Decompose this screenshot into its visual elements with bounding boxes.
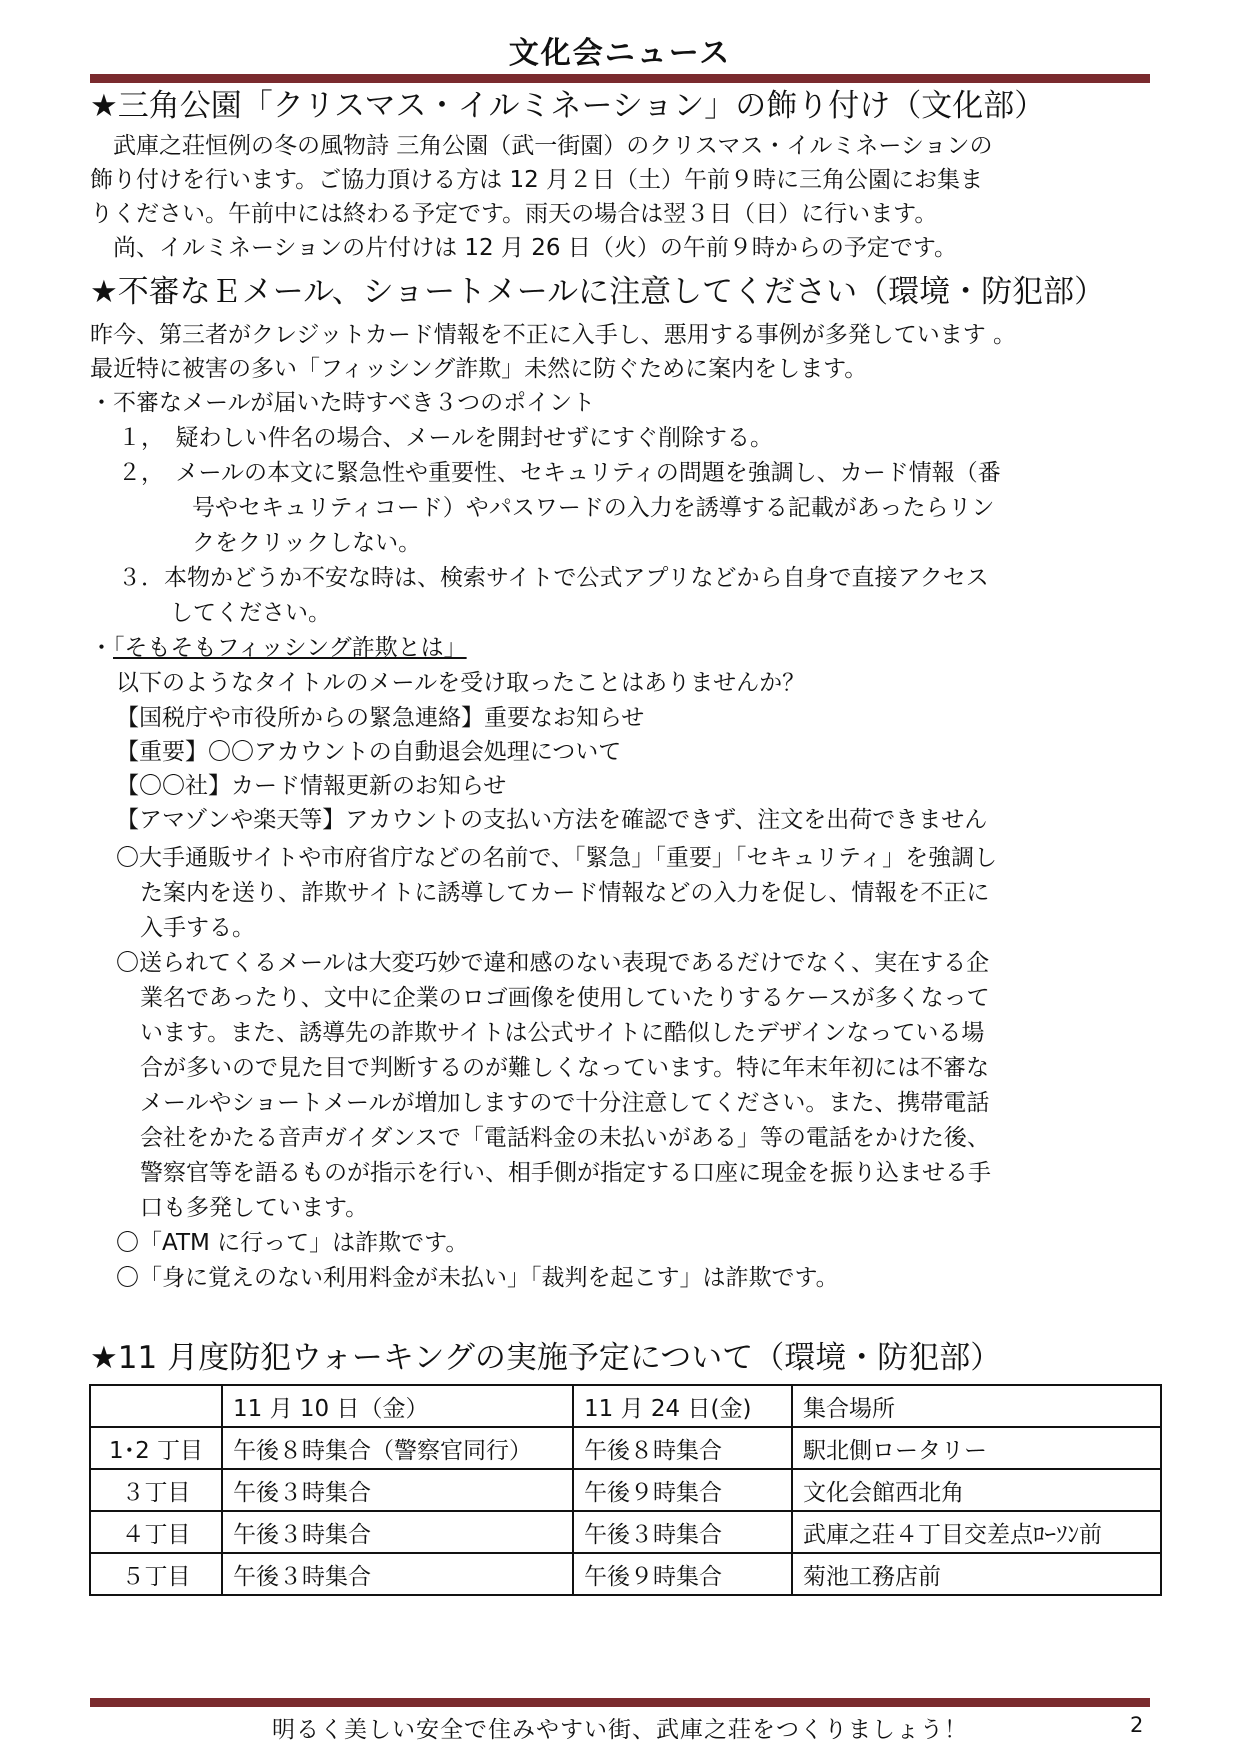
- table-cell: 午後３時集合: [573, 1511, 792, 1553]
- example-subject: 【国税庁や市役所からの緊急連絡】重要なお知らせ: [116, 705, 645, 731]
- note-line: 〇「ATM に行って」は詐欺です。: [116, 1230, 469, 1256]
- header-cell: 11 月 10 日（金）: [222, 1385, 573, 1427]
- christmas-paragraph: [90, 129, 992, 265]
- table-cell: 午後３時集合: [222, 1511, 573, 1553]
- paragraph-line: 昨今、第三者がクレジットカード情報を不正に入手し、悪用する事例が多発しています 。: [90, 322, 1017, 348]
- point-1: １， 疑わしい件名の場合、メールを開封せずにすぐ削除する。: [118, 425, 774, 451]
- section-heading-walking: ★11 月度防犯ウォーキングの実施予定について（環境・防犯部）: [90, 1340, 1002, 1376]
- table-cell: 武庫之荘４丁目交差点ﾛｰｿﾝ前: [792, 1511, 1161, 1553]
- footer-rule: [90, 1698, 1150, 1707]
- table-cell: 午後９時集合: [573, 1469, 792, 1511]
- bullet: ・: [90, 635, 113, 661]
- table-row: [90, 1511, 1161, 1553]
- paragraph-line: 最近特に被害の多い「フィッシング詐欺」未然に防ぐために案内をします。: [90, 356, 868, 382]
- note-line: 口も多発しています。: [140, 1195, 369, 1221]
- table-cell: 午後３時集合: [222, 1469, 573, 1511]
- section-heading-christmas: ★三角公園「クリスマス・イルミネーション」の飾り付け（文化部）: [90, 88, 1046, 124]
- table-row: [90, 1427, 1161, 1469]
- note-line: います。また、誘導先の詐欺サイトは公式サイトに酷似したデザインなっている場: [140, 1020, 985, 1046]
- note-line: 〇大手通販サイトや市府省庁などの名前で、「緊急」「重要」「セキュリティ」を強調し: [116, 845, 998, 871]
- note-line: 〇送られてくるメールは大変巧妙で違和感のない表現であるだけでなく、実在する企: [116, 950, 990, 976]
- note-line: 業名であったり、文中に企業のロゴ画像を使用していたりするケースが多くなって: [140, 985, 990, 1011]
- header-cell: 集合場所: [792, 1385, 1161, 1427]
- table-cell: 午後８時集合: [573, 1427, 792, 1469]
- table-cell: 文化会館西北角: [792, 1469, 1161, 1511]
- phishing-definition-title: [90, 631, 467, 665]
- points-title: ・不審なメールが届いた時すべき３つのポイント: [90, 390, 596, 416]
- note-line: 警察官等を語るものが指示を行い、相手側が指定する口座に現金を振り込ませる手: [140, 1160, 991, 1186]
- example-subject: 【〇〇社】カード情報更新のお知らせ: [116, 773, 507, 799]
- header-rule: [90, 74, 1150, 83]
- section-heading-phishing: ★不審なＥメール、ショートメールに注意してください（環境・防犯部）: [90, 274, 1106, 310]
- table-cell: 駅北側ロータリー: [792, 1427, 1161, 1469]
- phishing-intro: [90, 318, 1016, 386]
- walking-schedule-table: [89, 1384, 1162, 1596]
- note-line: 合が多いので見た目で判断するのが難しくなっています。特に年末年初には不審な: [140, 1055, 990, 1081]
- page-number: 2: [1130, 1713, 1144, 1737]
- paragraph-line: 飾り付けを行います。ご協力頂ける方は 12 月２日（土）午前９時に三角公園にお集ま: [90, 167, 984, 193]
- table-cell: ４丁目: [90, 1511, 222, 1553]
- note-line: 〇「身に覚えのない利用料金が未払い」「裁判を起こす」は詐欺です。: [116, 1265, 839, 1291]
- paragraph-line: りください。午前中には終わる予定です。雨天の場合は翌３日（日）に行います。: [90, 201, 938, 227]
- point-2-continued: クをクリックしない。: [192, 530, 422, 556]
- note-line: 会社をかたる音声ガイダンスで「電話料金の未払いがある」等の電話をかけた後、: [140, 1125, 990, 1151]
- table-cell: 午後３時集合: [222, 1553, 573, 1595]
- point-2-continued: 号やセキュリティコード）やパスワードの入力を誘導する記載があったらリン: [192, 495, 995, 521]
- table-cell: 午後９時集合: [573, 1553, 792, 1595]
- table-cell: ５丁目: [90, 1553, 222, 1595]
- example-subjects: [116, 701, 987, 837]
- table-cell: ３丁目: [90, 1469, 222, 1511]
- newsletter-title: 文化会ニュース: [508, 36, 732, 71]
- note-line: た案内を送り、詐欺サイトに誘導してカード情報などの入力を促し、情報を不正に: [140, 880, 990, 906]
- phishing-definition-intro: 以下のようなタイトルのメールを受け取ったことはありませんか？: [116, 670, 806, 696]
- note-line: メールやショートメールが増加しますので十分注意してください。また、携帯電話: [140, 1090, 990, 1116]
- header-cell: 11 月 24 日(金): [573, 1385, 792, 1427]
- point-3-continued: してください。: [170, 600, 331, 626]
- paragraph-line: 尚、イルミネーションの片付けは 12 月 26 日（火）の午前９時からの予定です。: [90, 235, 958, 261]
- table-cell: 午後８時集合（警察官同行）: [222, 1427, 573, 1469]
- definition-title-text: 「そもそもフィッシング詐欺とは」: [113, 635, 467, 661]
- point-3: ３．本物かどうか不安な時は、検索サイトで公式アプリなどから自身で直接アクセス: [118, 565, 989, 591]
- example-subject: 【アマゾンや楽天等】アカウントの支払い方法を確認できず、注文を出荷できません: [116, 807, 988, 833]
- table-cell: 1･2 丁目: [90, 1427, 222, 1469]
- example-subject: 【重要】〇〇アカウントの自動退会処理について: [116, 739, 622, 765]
- paragraph-line: 武庫之荘恒例の冬の風物詩 三角公園（武一街園）のクリスマス・イルミネーションの: [90, 133, 993, 159]
- header-cell: [90, 1385, 222, 1427]
- footer-slogan: 明るく美しい安全で住みやすい街、武庫之荘をつくりましょう！: [272, 1717, 968, 1743]
- table-cell: 菊池工務店前: [792, 1553, 1161, 1595]
- table-header-row: [90, 1385, 1161, 1427]
- table-row: [90, 1469, 1161, 1511]
- note-line: 入手する。: [140, 915, 255, 941]
- table-row: [90, 1553, 1161, 1595]
- point-2: ２， メールの本文に緊急性や重要性、セキュリティの問題を強調し、カード情報（番: [118, 460, 1001, 486]
